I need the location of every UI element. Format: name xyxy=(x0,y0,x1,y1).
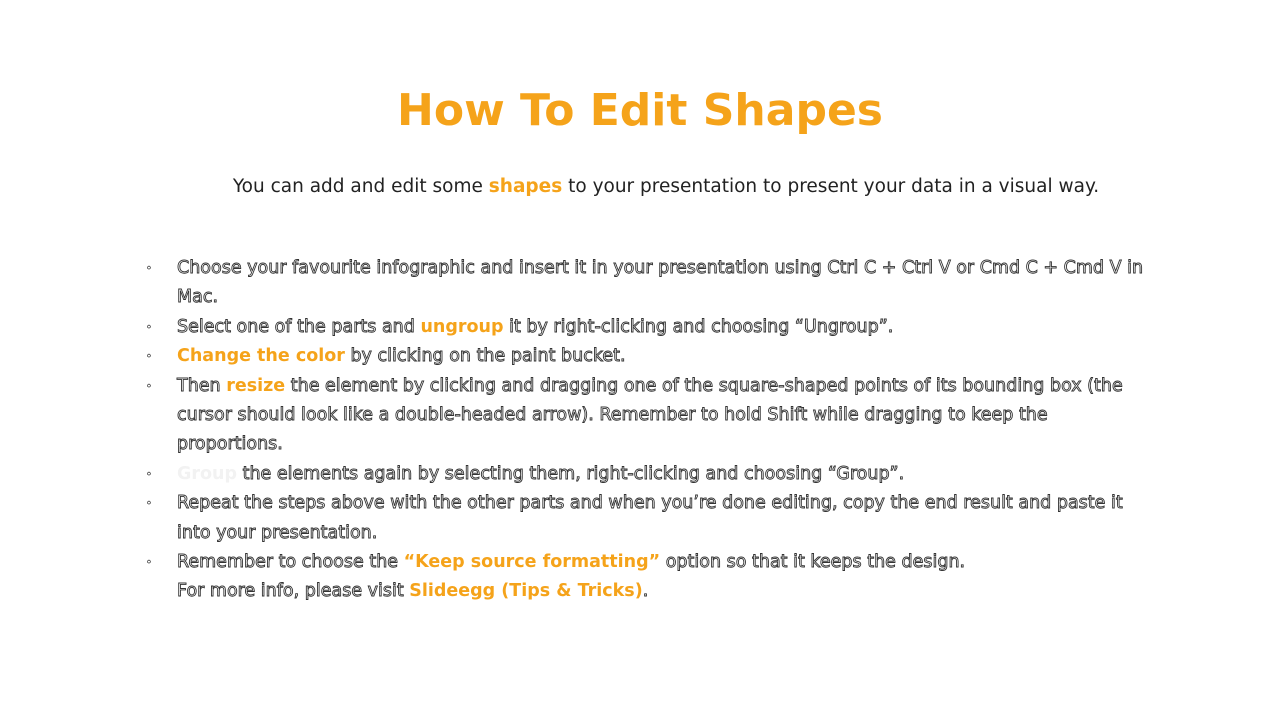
list-item xyxy=(146,489,1146,548)
list-item-text-after: . xyxy=(642,581,649,602)
subtitle-highlight: shapes xyxy=(488,176,563,197)
instruction-list xyxy=(146,254,1146,607)
bullet-icon: • xyxy=(146,380,152,392)
list-item-text-before: Then xyxy=(177,375,227,396)
bullet-icon: • xyxy=(146,351,152,363)
list-item xyxy=(146,342,1146,371)
slide-title: How To Edit Shapes xyxy=(397,85,883,136)
list-item xyxy=(146,313,1146,342)
bullet-icon: • xyxy=(146,498,152,510)
list-item-highlight: Change the color xyxy=(177,346,345,367)
list-item-text-after: it by right-clicking and choosing “Ungroup”. xyxy=(503,316,894,337)
list-item-text-after: by clicking on the paint bucket. xyxy=(344,346,626,367)
list-item-text-before: For more info, please visit xyxy=(177,581,410,602)
bullet-icon: • xyxy=(146,557,152,569)
list-item-text-after: option so that it keeps the design. xyxy=(660,552,966,573)
list-item-text: Repeat the steps above with the other parts and when you’re done editing, copy the end result and paste it into your presentation. xyxy=(177,493,1123,543)
list-item-text: Choose your favourite infographic and insert it in your presentation using Ctrl C + Ctrl V or Cmd C + Cmd V in Mac. xyxy=(177,258,1144,308)
list-item xyxy=(146,577,1146,606)
list-item xyxy=(146,372,1146,460)
list-item-text-after: the elements again by selecting them, right-clicking and choosing “Group”. xyxy=(237,463,905,484)
subtitle-text-before: You can add and edit some xyxy=(232,176,489,197)
list-item-highlight: Keep source formatting xyxy=(415,552,649,573)
subtitle-text-after: to your presentation to present your data in a visual way. xyxy=(562,176,1100,197)
list-item-highlight: resize xyxy=(226,375,286,396)
list-item-highlight: Group xyxy=(177,463,238,484)
slide-subtitle xyxy=(120,172,1212,202)
list-item xyxy=(146,254,1146,313)
list-item-text-after: the element by clicking and dragging one of the square-shaped points of its bounding box (the cursor should look like a double-headed arrow). Remember to hold Shift while dragging to keep the proportions. xyxy=(177,375,1123,455)
quote-close: ” xyxy=(648,552,661,573)
slideegg-link[interactable]: Slideegg (Tips & Tricks) xyxy=(409,581,643,602)
bullet-icon: • xyxy=(146,263,152,274)
bullet-icon: • xyxy=(146,468,152,480)
list-item-highlight: ungroup xyxy=(420,316,504,337)
list-item-text-before: Select one of the parts and xyxy=(177,316,421,337)
list-item xyxy=(146,460,1146,489)
list-item-text-before: Remember to choose the xyxy=(177,552,404,573)
bullet-icon: • xyxy=(146,321,152,333)
list-item xyxy=(146,548,1146,577)
quote-open: “ xyxy=(403,552,416,573)
